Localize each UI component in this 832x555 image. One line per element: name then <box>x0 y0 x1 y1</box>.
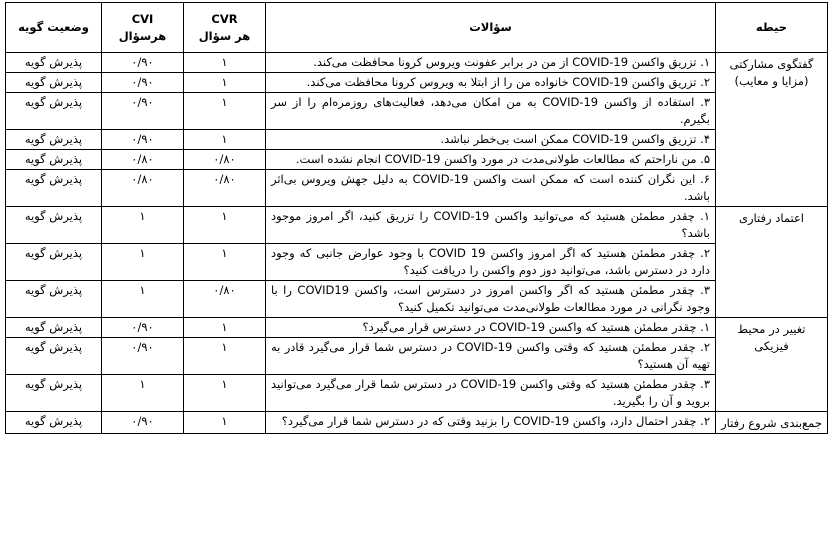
question-cell: ۱. چقدر مطمئن هستید که می‌توانید واکسن COVID-19 را تزریق کنید، اگر امروز موجود باشد؟ <box>266 207 716 244</box>
cvr-cell: ۱ <box>184 375 266 412</box>
table-row <box>6 412 828 434</box>
status-cell: پذیرش گویه <box>6 150 102 170</box>
cvi-cell: ۰/۹۰ <box>102 93 184 130</box>
status-cell: پذیرش گویه <box>6 318 102 338</box>
header-cvr-title: CVR <box>211 11 238 26</box>
content-validity-table-container <box>5 2 827 552</box>
table-row <box>6 375 828 412</box>
cvr-cell: ۰/۸۰ <box>184 170 266 207</box>
table-row <box>6 318 828 338</box>
cvr-cell: ۱ <box>184 412 266 434</box>
header-cvr <box>184 3 266 53</box>
cvr-cell: ۱ <box>184 318 266 338</box>
header-domain: حیطه <box>716 3 828 53</box>
question-cell: ۵. من ناراحتم که مطالعات طولانی‌مدت در مورد واکسن COVID-19 انجام نشده است. <box>266 150 716 170</box>
header-status: وضعیت گویه <box>6 3 102 53</box>
table-row <box>6 53 828 73</box>
table-row <box>6 170 828 207</box>
header-cvi <box>102 3 184 53</box>
question-cell: ۱. تزریق واکسن COVID-19 از من در برابر عفونت ویروس کرونا محافظت می‌کند. <box>266 53 716 73</box>
question-cell: ۲. تزریق واکسن COVID-19 خانواده من را از ابتلا به ویروس کرونا محافظت می‌کند. <box>266 73 716 93</box>
header-cvi-subtitle: هرسؤال <box>118 28 167 43</box>
status-cell: پذیرش گویه <box>6 244 102 281</box>
cvr-cell: ۱ <box>184 207 266 244</box>
question-cell: ۲. چقدر مطمئن هستید که اگر امروز واکسن COVID 19 با وجود عوارض جانبی که وجود دارد در دسترس باشد، می‌توانید دوز دوم واکسن را دریافت کنید؟ <box>266 244 716 281</box>
cvi-cell: ۰/۹۰ <box>102 53 184 73</box>
cvr-cell: ۱ <box>184 244 266 281</box>
cvr-cell: ۱ <box>184 53 266 73</box>
cvr-cell: ۰/۸۰ <box>184 281 266 318</box>
cvi-cell: ۱ <box>102 244 184 281</box>
table-row <box>6 244 828 281</box>
header-questions: سؤالات <box>266 3 716 53</box>
table-row <box>6 150 828 170</box>
header-cvi-title: CVI <box>131 11 154 26</box>
question-cell: ۳. چقدر مطمئن هستید که وقتی واکسن COVID-19 در دسترس شما قرار می‌گیرد می‌توانید بروید و آن را بگیرید. <box>266 375 716 412</box>
question-cell: ۴. تزریق واکسن COVID-19 ممکن است بی‌خطر نباشد. <box>266 130 716 150</box>
question-cell: ۶. این نگران کننده است که ممکن است واکسن COVID-19 به دلیل جهش ویروس بی‌اثر باشد. <box>266 170 716 207</box>
status-cell: پذیرش گویه <box>6 170 102 207</box>
domain-cell: گفتگوی مشارکتی (مزایا و معایب) <box>716 53 828 207</box>
question-cell: ۳. چقدر مطمئن هستید که اگر واکسن امروز در دسترس است، واکسن COVID19 را با وجود نگرانی در مورد مطالعات طولانی‌مدت می‌توانید تکمیل کنید؟ <box>266 281 716 318</box>
status-cell: پذیرش گویه <box>6 412 102 434</box>
table-row <box>6 207 828 244</box>
cvi-cell: ۱ <box>102 375 184 412</box>
cvi-cell: ۱ <box>102 281 184 318</box>
status-cell: پذیرش گویه <box>6 338 102 375</box>
question-cell: ۳. استفاده از واکسن COVID-19 به من امکان می‌دهد، فعالیت‌های روزمره‌ام را از سر بگیرم. <box>266 93 716 130</box>
question-cell: ۲. چقدر مطمئن هستید که وقتی واکسن COVID-19 در دسترس شما قرار می‌گیرد قادر به تهیه آن هستید؟ <box>266 338 716 375</box>
header-cvr-subtitle: هر سؤال <box>198 28 251 43</box>
status-cell: پذیرش گویه <box>6 207 102 244</box>
status-cell: پذیرش گویه <box>6 53 102 73</box>
status-cell: پذیرش گویه <box>6 375 102 412</box>
table-row <box>6 338 828 375</box>
domain-cell: جمع‌بندی شروع رفتار <box>716 412 828 434</box>
table-row <box>6 130 828 150</box>
table-row <box>6 281 828 318</box>
domain-cell: تغییر در محیط فیزیکی <box>716 318 828 412</box>
content-validity-table <box>5 2 828 434</box>
status-cell: پذیرش گویه <box>6 281 102 318</box>
cvi-cell: ۰/۹۰ <box>102 73 184 93</box>
status-cell: پذیرش گویه <box>6 130 102 150</box>
cvr-cell: ۱ <box>184 93 266 130</box>
status-cell: پذیرش گویه <box>6 93 102 130</box>
header-row <box>6 3 828 53</box>
cvi-cell: ۰/۹۰ <box>102 318 184 338</box>
cvi-cell: ۰/۸۰ <box>102 170 184 207</box>
cvr-cell: ۰/۸۰ <box>184 150 266 170</box>
table-row <box>6 73 828 93</box>
cvr-cell: ۱ <box>184 73 266 93</box>
cvi-cell: ۰/۸۰ <box>102 150 184 170</box>
cvi-cell: ۰/۹۰ <box>102 130 184 150</box>
question-cell: ۲. چقدر احتمال دارد، واکسن COVID-19 را بزنید وقتی که در دسترس شما قرار می‌گیرد؟ <box>266 412 716 434</box>
question-cell: ۱. چقدر مطمئن هستید که واکسن COVID-19 در دسترس قرار می‌گیرد؟ <box>266 318 716 338</box>
cvi-cell: ۱ <box>102 207 184 244</box>
domain-cell: اعتماد رفتاری <box>716 207 828 318</box>
status-cell: پذیرش گویه <box>6 73 102 93</box>
cvr-cell: ۱ <box>184 338 266 375</box>
table-row <box>6 93 828 130</box>
cvi-cell: ۰/۹۰ <box>102 338 184 375</box>
cvr-cell: ۱ <box>184 130 266 150</box>
cvi-cell: ۰/۹۰ <box>102 412 184 434</box>
